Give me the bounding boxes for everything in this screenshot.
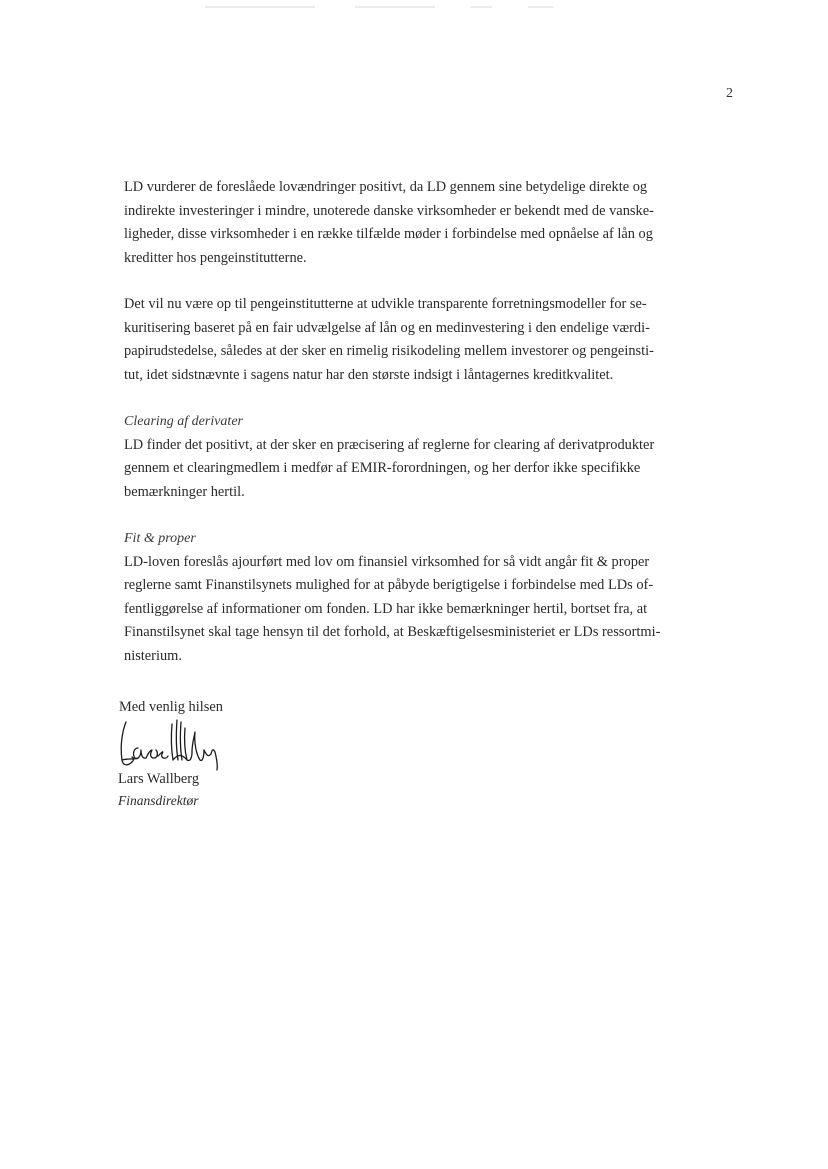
text-line: Finanstilsynet skal tage hensyn til det forhold, at Beskæftigelsesministeriet er LDs ressortmi-: [124, 624, 661, 640]
text-line: LD finder det positivt, at der sker en præcisering af reglerne for clearing af derivatprodukter: [124, 436, 655, 453]
section-heading-clearing: Clearing af derivater: [124, 414, 243, 429]
text-line: papirudstedelse, således at der sker en rimelig risikodeling mellem investorer og pengeinsti-: [124, 343, 654, 359]
text-line: Det vil nu være op til pengeinstitutterne at udvikle transparente forretningsmodeller for se-: [124, 296, 647, 312]
paragraph-clearing: [124, 434, 744, 505]
scan-artifact: [205, 6, 315, 8]
letter-body: [124, 176, 744, 668]
page-number: 2: [726, 86, 733, 101]
handwritten-signature: [114, 714, 229, 774]
text-line: kreditter hos pengeinstitutterne.: [124, 249, 307, 266]
paragraph-securitisation: [124, 293, 744, 387]
text-line: reglerne samt Finanstilsynets mulighed for at påbyde berigtigelse i forbindelse med LDs of-: [124, 577, 654, 593]
signer-name: Lars Wallberg: [118, 771, 200, 787]
scan-artifact: [528, 6, 554, 8]
scan-artifact: [470, 6, 492, 8]
paragraph-fit-proper: [124, 551, 744, 669]
text-line: LD-loven foreslås ajourført med lov om finansiel virksomhed for så vidt angår fit & proper: [124, 553, 650, 570]
paragraph-lovaendringer: [124, 176, 744, 270]
signer-block: [118, 768, 199, 812]
closing-salutation: Med venlig hilsen: [119, 699, 223, 715]
text-line: bemærkninger hertil.: [124, 483, 245, 500]
text-line: gennem et clearingmedlem i medfør af EMIR-forordningen, og her derfor ikke specifikke: [124, 460, 641, 476]
text-line: kuritisering baseret på en fair udvælgelse af lån og en medinvestering i den endelige værdi-: [124, 319, 650, 336]
text-line: LD vurderer de foreslåede lovændringer positivt, da LD gennem sine betydelige direkte og: [124, 179, 648, 195]
text-line: tut, idet sidstnævnte i sagens natur har den største indsigt i låntagernes kreditkvalitet.: [124, 366, 614, 383]
section-heading-fit-proper: Fit & proper: [124, 531, 196, 546]
text-line: fentliggørelse af informationer om fonden. LD har ikke bemærkninger hertil, bortset fra, at: [124, 600, 648, 617]
text-line: nisterium.: [124, 647, 182, 664]
signer-title: Finansdirektør: [118, 793, 199, 808]
text-line: indirekte investeringer i mindre, unoterede danske virksomheder er bekendt med de vanske-: [124, 202, 654, 219]
scan-artifact: [355, 6, 435, 8]
text-line: ligheder, disse virksomheder i en række tilfælde møder i forbindelse med opnåelse af lån og: [124, 226, 653, 242]
